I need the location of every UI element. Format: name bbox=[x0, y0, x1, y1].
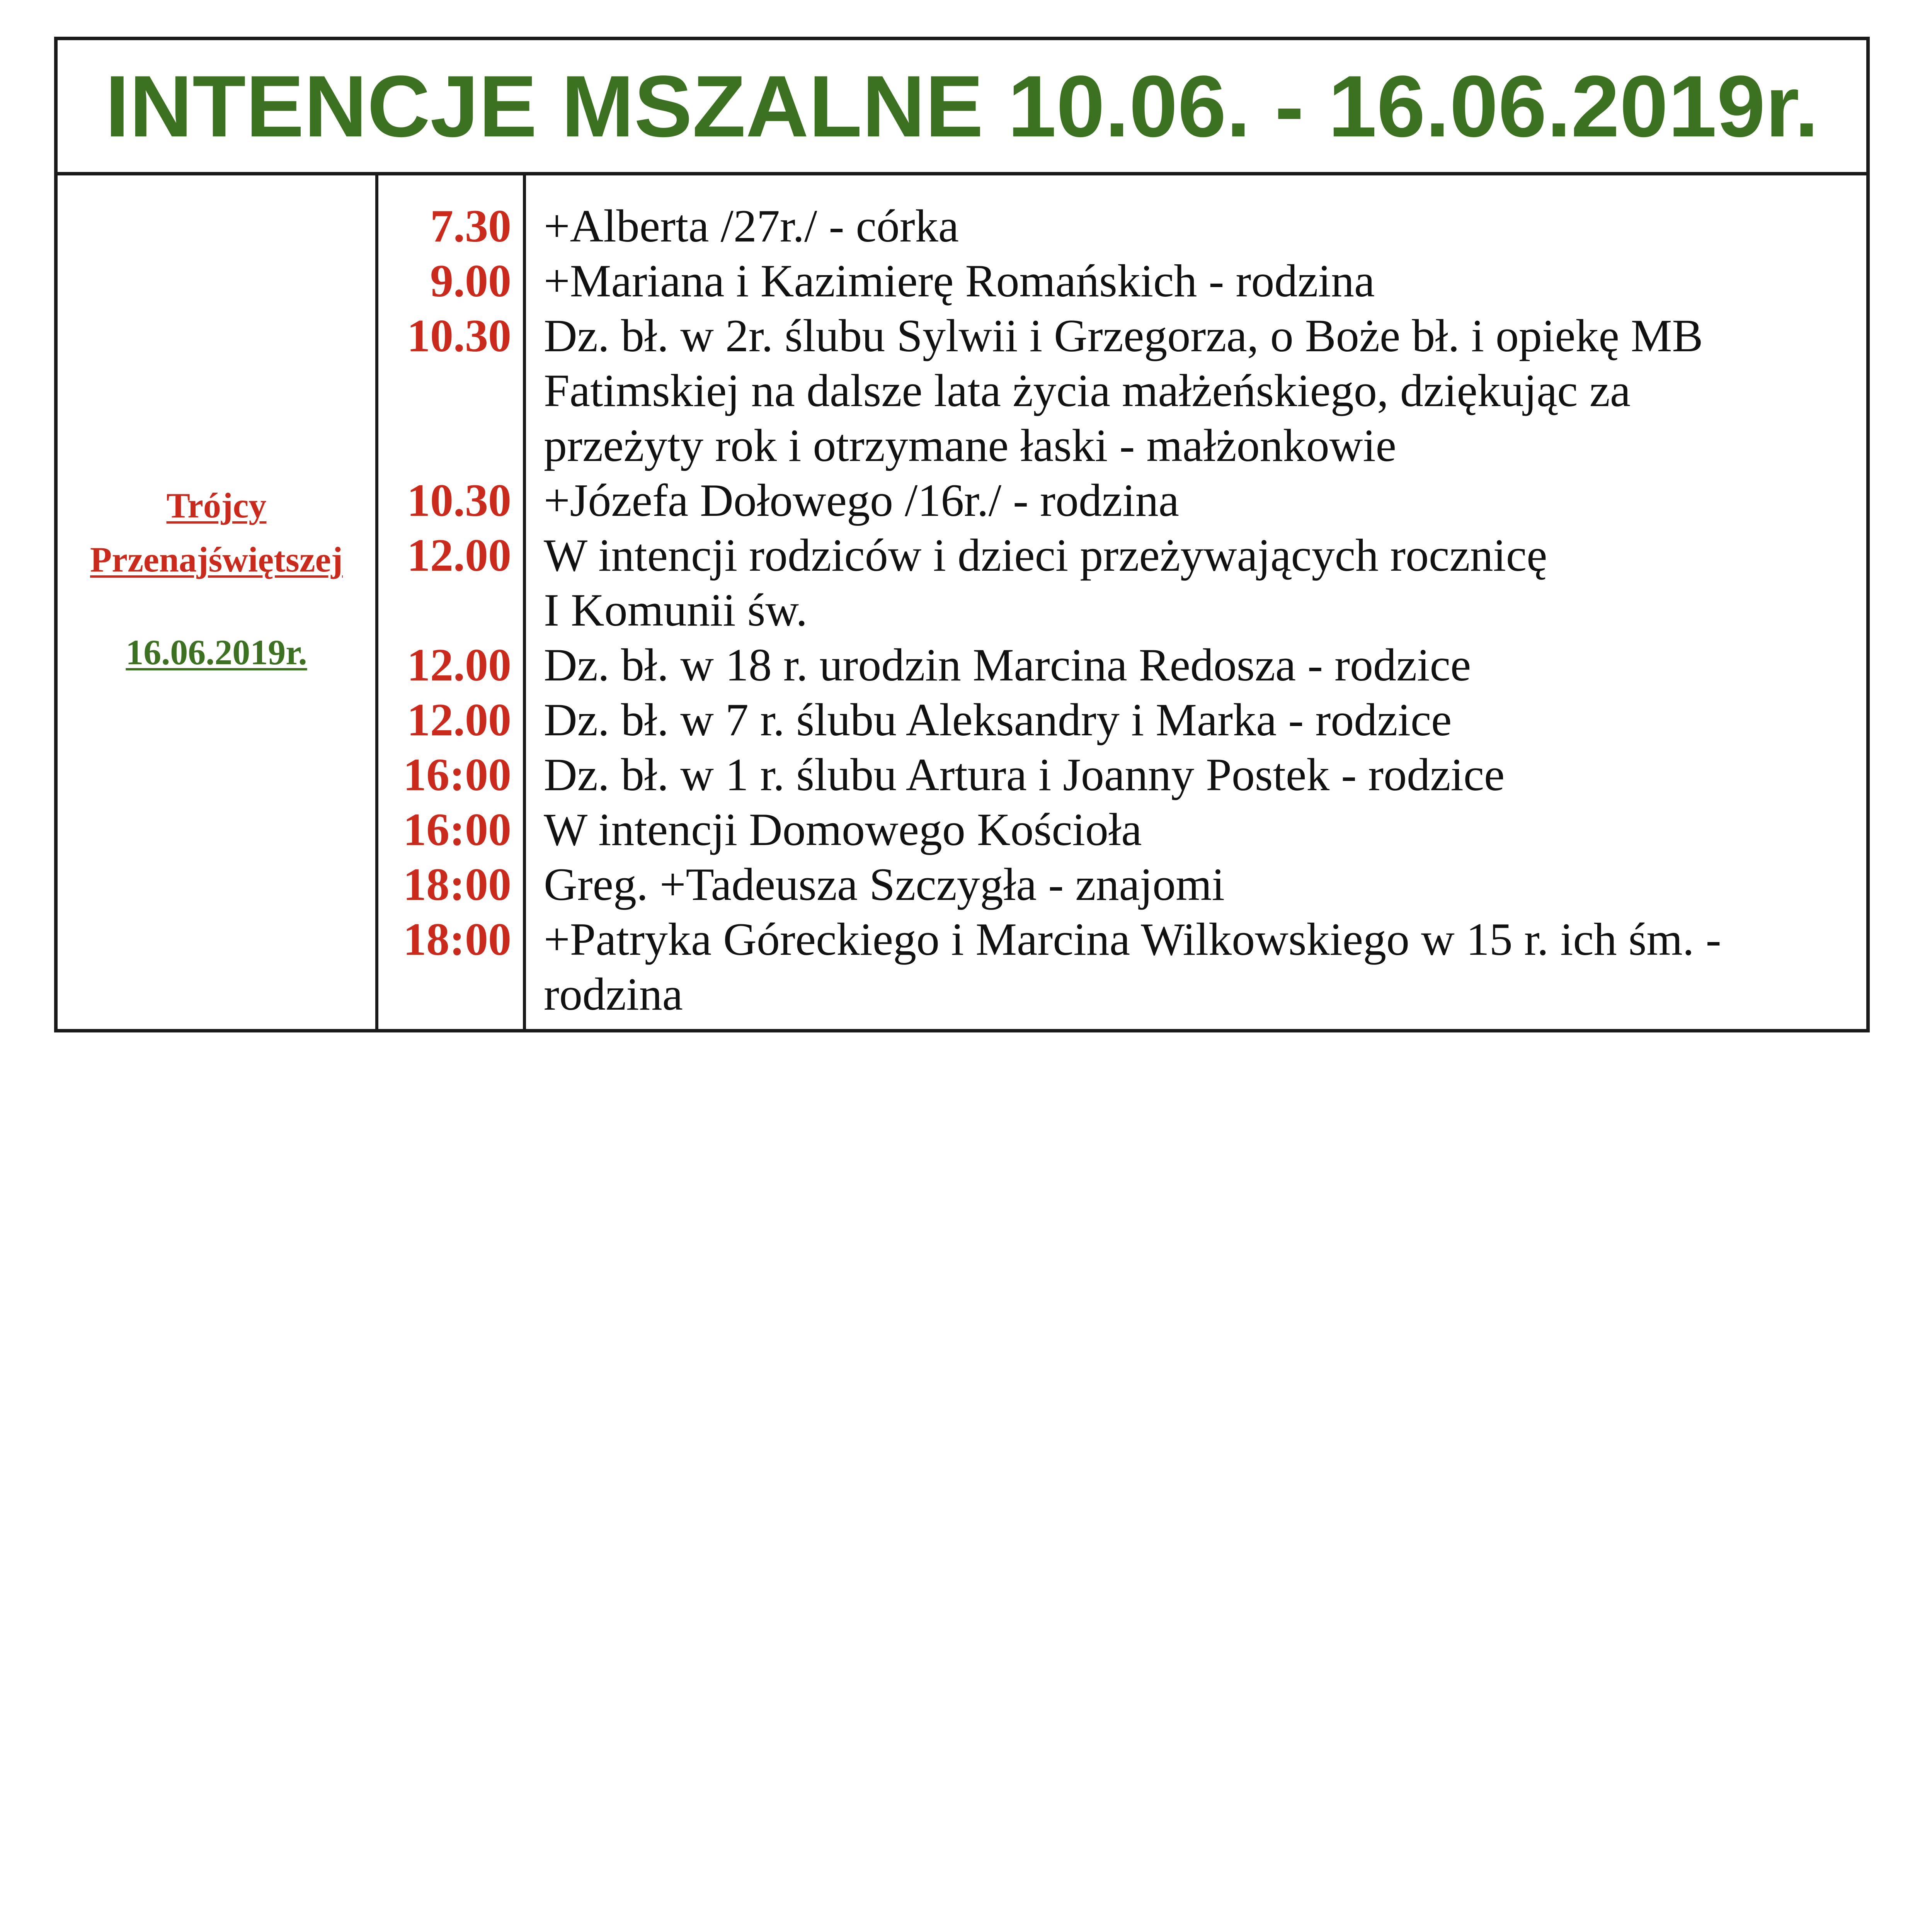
schedule-row bbox=[58, 175, 1866, 1029]
mass-time: 18:00 bbox=[403, 859, 511, 910]
title-row bbox=[58, 40, 1866, 175]
mass-time: 7.30 bbox=[430, 200, 511, 252]
mass-time: 10.30 bbox=[407, 310, 511, 361]
mass-time: 12.00 bbox=[407, 639, 511, 690]
mass-time: 12.00 bbox=[407, 694, 511, 745]
feast-date: 16.06.2019r. bbox=[126, 633, 307, 672]
intention-column bbox=[526, 175, 1866, 1029]
mass-intention-line: przeżyty rok i otrzymane łaski - małżonkowie bbox=[544, 420, 1396, 471]
mass-time: 9.00 bbox=[430, 255, 511, 306]
mass-intention-line: W intencji Domowego Kościoła bbox=[544, 804, 1142, 855]
mass-intention-line: rodzina bbox=[544, 968, 683, 1020]
mass-time-spacer bbox=[378, 363, 523, 418]
mass-intention-line: W intencji rodziców i dzieci przeżywających rocznicę bbox=[544, 529, 1547, 581]
mass-intention-line: Dz. bł. w 1 r. ślubu Artura i Joanny Postek - rodzice bbox=[544, 749, 1505, 800]
page-title: INTENCJE MSZALNE 10.06. - 16.06.2019r. bbox=[105, 57, 1819, 155]
mass-time: 16:00 bbox=[403, 804, 511, 855]
mass-intention-line: +Mariana i Kazimierę Romańskich - rodzina bbox=[544, 255, 1375, 306]
mass-time: 12.00 bbox=[407, 529, 511, 581]
mass-time: 18:00 bbox=[403, 913, 511, 965]
mass-intention-line: Dz. bł. w 7 r. ślubu Aleksandry i Marka - rodzice bbox=[544, 694, 1452, 745]
mass-intention-line: I Komunii św. bbox=[544, 584, 808, 636]
feast-name-line-1: Trójcy bbox=[166, 486, 267, 525]
mass-intention-line: +Patryka Góreckiego i Marcina Wilkowskiego w 15 r. ich śm. - bbox=[544, 913, 1721, 965]
mass-intention-line: +Alberta /27r./ - córka bbox=[544, 200, 959, 252]
mass-intention-line: Fatimskiej na dalsze lata życia małżeńskiego, dziękując za bbox=[544, 365, 1631, 416]
mass-intention-line: Dz. bł. w 2r. ślubu Sylwii i Grzegorza, o Boże bł. i opiekę MB bbox=[544, 310, 1703, 361]
mass-time-spacer bbox=[378, 967, 523, 1022]
mass-time-spacer bbox=[378, 418, 523, 473]
mass-intention-line: Greg. +Tadeusza Szczygła - znajomi bbox=[544, 859, 1225, 910]
mass-intention-line: Dz. bł. w 18 r. urodzin Marcina Redosza - rodzice bbox=[544, 639, 1471, 690]
time-column bbox=[378, 175, 526, 1029]
day-column bbox=[58, 175, 378, 1029]
mass-intention-line: +Józefa Dołowego /16r./ - rodzina bbox=[544, 474, 1179, 526]
mass-time-spacer bbox=[378, 583, 523, 638]
intentions-table bbox=[54, 37, 1870, 1032]
mass-time: 10.30 bbox=[407, 474, 511, 526]
feast-name-line-2: Przenajświętszej bbox=[90, 540, 343, 579]
mass-time: 16:00 bbox=[403, 749, 511, 800]
